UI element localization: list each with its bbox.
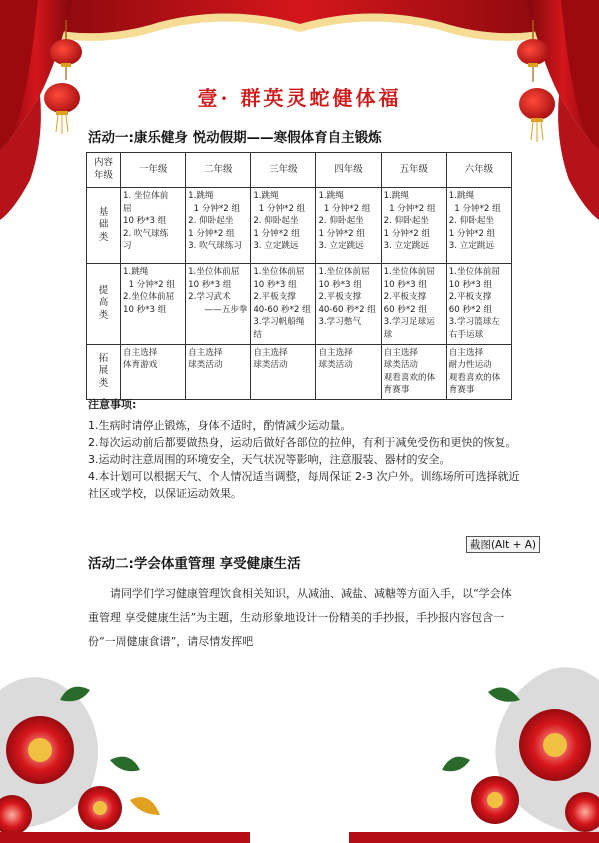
cell-line: 10 秒*3 组 [253, 279, 297, 290]
cell-line: ——五步拳 [188, 304, 248, 315]
cell-line: 体育游戏 [123, 360, 158, 371]
cell-line: 球 [383, 329, 393, 340]
cell-line: 1.跳绳 [188, 191, 214, 201]
page-title: 壹· 群英灵蛇健体福 [197, 86, 402, 110]
row-category-char: 高 [98, 297, 109, 309]
table-cell [121, 188, 186, 264]
cell-line: 1.坐位体前屈 [253, 267, 305, 277]
corner-label-content: 内容 [93, 157, 113, 169]
cell-line: 3. 立定跳远 [448, 241, 495, 252]
cell-line: 3. 立定跳远 [253, 241, 299, 252]
cell-line: 球类活动 [188, 360, 223, 371]
cell-line: 1. 坐位体前 [123, 191, 169, 201]
cell-line: 观看喜欢的体 [383, 372, 436, 383]
note-item: 3.运动时注意周围的环境安全，天气状况等影响，注意服装、器材的安全。 [88, 453, 451, 466]
table-cell [251, 188, 316, 264]
row-category-char: 类 [98, 231, 109, 243]
cell-line: 自主选择 [188, 347, 223, 358]
notes-heading: 注意事项: [88, 398, 137, 411]
exercise-plan-table [86, 152, 512, 400]
cell-line: 自主选择 [448, 347, 484, 358]
table-cell [446, 188, 511, 264]
table-row [87, 264, 512, 345]
cell-line: 自主选择 [318, 347, 353, 358]
table-cell [186, 264, 251, 345]
cell-line: 60 秒*2 组 [448, 304, 493, 315]
cell-line: 3.学习憋气 [318, 317, 362, 328]
cell-line: 2. 仰卧起坐 [448, 216, 495, 227]
cell-line: 1.坐位体前屈 [383, 267, 435, 277]
cell-line: 自主选择 [253, 347, 288, 358]
cell-line: 1 分钟*2 组 [253, 203, 306, 214]
notes-section [88, 396, 520, 502]
grade-header: 六年级 [446, 153, 511, 188]
cell-line: 1.坐位体前屈 [448, 267, 500, 277]
cell-line: 3. 立定跳远 [318, 241, 364, 252]
cell-line: 1.跳绳 [448, 191, 475, 201]
cell-line: 右手运球 [448, 329, 484, 340]
cell-line: 1 分钟*2 组 [123, 279, 175, 290]
grade-header: 五年级 [381, 153, 446, 188]
table-cell [381, 264, 446, 345]
table-row [87, 188, 512, 264]
row-category-char: 基 [98, 206, 109, 218]
table-cell [121, 264, 186, 345]
cell-line: 1.坐位体前屈 [318, 267, 370, 277]
cell-line: 球类活动 [253, 360, 288, 371]
grade-header: 四年级 [316, 153, 381, 188]
cell-line: 耐力性运动 [448, 360, 492, 371]
cell-line: 1 分钟*2 组 [448, 228, 496, 239]
cell-line: 1.跳绳 [253, 191, 279, 201]
row-category-label [87, 344, 121, 399]
row-category-char: 展 [98, 365, 109, 377]
cell-line: 结 [253, 329, 262, 340]
row-category-char: 类 [98, 310, 109, 322]
cell-line: 3. 吹气球练习 [188, 241, 243, 252]
note-item: 1.生病时请停止锻炼，身体不适时，酌情减少运动量。 [88, 419, 352, 432]
cell-line: 2.平板支撑 [383, 292, 427, 303]
cell-line: 1.跳绳 [383, 191, 410, 201]
screenshot-button[interactable]: 截图(Alt + A) [466, 536, 540, 553]
table-cell [251, 344, 316, 399]
cell-line: 3.学习足球运 [383, 317, 435, 328]
cell-line: 习 [123, 241, 132, 252]
cell-line: 2.平板支撑 [318, 292, 362, 303]
cell-line: 1.跳绳 [123, 267, 149, 277]
lantern-right [517, 20, 555, 142]
row-category-char: 类 [98, 378, 109, 390]
cell-line: 2. 仰卧起坐 [318, 216, 364, 227]
table-cell [446, 264, 511, 345]
cell-line: 3. 立定跳远 [383, 241, 429, 252]
cell-line: 育赛事 [383, 385, 410, 396]
cell-line: 40-60 秒*2 组 [318, 304, 376, 315]
activity2-title: 活动二:学会体重管理 享受健康生活 [88, 556, 301, 572]
table-cell [121, 344, 186, 399]
cell-line: 10 秒*3 组 [123, 304, 167, 315]
cell-line: 球类活动 [318, 360, 353, 371]
cell-line: 1 分钟*2 组 [253, 228, 300, 239]
curtain-top [0, 0, 599, 41]
cell-line: 2.平板支撑 [448, 292, 492, 303]
activity1-title: 活动一:康乐健身 悦动假期——寒假体育自主锻炼 [88, 130, 382, 146]
cell-line: 1 分钟*2 组 [383, 203, 436, 214]
cell-line: 观看喜欢的体 [448, 372, 501, 383]
cell-line: 10 秒*3 组 [383, 279, 427, 290]
cell-line: 1.跳绳 [318, 191, 344, 201]
cell-line: 2. 仰卧起坐 [383, 216, 429, 227]
table-row [87, 344, 512, 399]
cell-line: 10 秒*3 组 [318, 279, 362, 290]
table-cell [446, 344, 511, 399]
cell-line: 10 秒*3 组 [448, 279, 493, 290]
table-cell [186, 344, 251, 399]
flowers-bottom-left [0, 677, 250, 843]
table-cell [316, 344, 381, 399]
grade-header: 一年级 [121, 153, 186, 188]
cell-line: 育赛事 [448, 385, 475, 396]
cell-line: 60 秒*2 组 [383, 304, 427, 315]
table-cell [381, 344, 446, 399]
table-cell [381, 188, 446, 264]
cell-line: 1.坐位体前屈 [188, 267, 240, 277]
note-item: 2.每次运动前后都要做热身，运动后做好各部位的拉伸，有利于减免受伤和更快的恢复。 [88, 436, 517, 449]
table-cell [316, 264, 381, 345]
cell-line: 10 秒*3 组 [123, 216, 167, 227]
grade-header: 三年级 [251, 153, 316, 188]
cell-line: 2.平板支撑 [253, 292, 296, 303]
cell-line: 10 秒*3 组 [188, 279, 232, 290]
cell-line: 1 分钟*2 组 [188, 203, 241, 214]
cell-line: 1 分钟*2 组 [383, 228, 431, 239]
cell-line: 1 分钟*2 组 [448, 203, 501, 214]
flowers-bottom-right [349, 667, 599, 843]
activity2-body: 请同学们学习健康管理饮食相关知识，从减油、减盐、减糖等方面入手，以“学会体重管理 享受健康生活”为主题，生动形象地设计一份精美的手抄报，手抄报内容包含一份“一周健康食谱”，请尽情发挥吧 [88, 587, 512, 648]
grade-header: 二年级 [186, 153, 251, 188]
cell-line: 2. 仰卧起坐 [188, 216, 234, 227]
table-header-row [87, 153, 512, 188]
cell-line: 2.坐位体前屈 [123, 292, 175, 303]
cell-line: 自主选择 [123, 347, 158, 358]
cell-line: 2. 仰卧起坐 [253, 216, 299, 227]
table-cell [186, 188, 251, 264]
row-category-char: 础 [98, 219, 109, 231]
table-cell [251, 264, 316, 345]
cell-line: 3.学习帆船绳 [253, 317, 305, 328]
cell-line: 屈 [123, 203, 132, 214]
lantern-left [44, 20, 82, 134]
row-category-label [87, 264, 121, 345]
cell-line: 2.学习武术 [188, 292, 231, 303]
cell-line: 自主选择 [383, 347, 419, 358]
cell-line: 1 分钟*2 组 [188, 228, 235, 239]
cell-line: 3.学习篮球左 [448, 317, 500, 328]
row-category-char: 拓 [98, 352, 109, 364]
row-category-char: 提 [98, 284, 109, 296]
cell-line: 1 分钟*2 组 [318, 203, 371, 214]
cell-line: 1 分钟*2 组 [318, 228, 365, 239]
note-item: 4.本计划可以根据天气、个人情况适当调整，每周保证 2-3 次户外。训练场所可选择就近社区或学校，以保证运动效果。 [88, 470, 520, 500]
table-corner-cell [87, 153, 121, 188]
corner-label-grade: 年级 [93, 170, 113, 181]
table-cell [316, 188, 381, 264]
cell-line: 40-60 秒*2 组 [253, 304, 311, 315]
row-category-label [87, 188, 121, 264]
cell-line: 2. 吹气球练 [123, 228, 169, 239]
cell-line: 球类活动 [383, 360, 419, 371]
